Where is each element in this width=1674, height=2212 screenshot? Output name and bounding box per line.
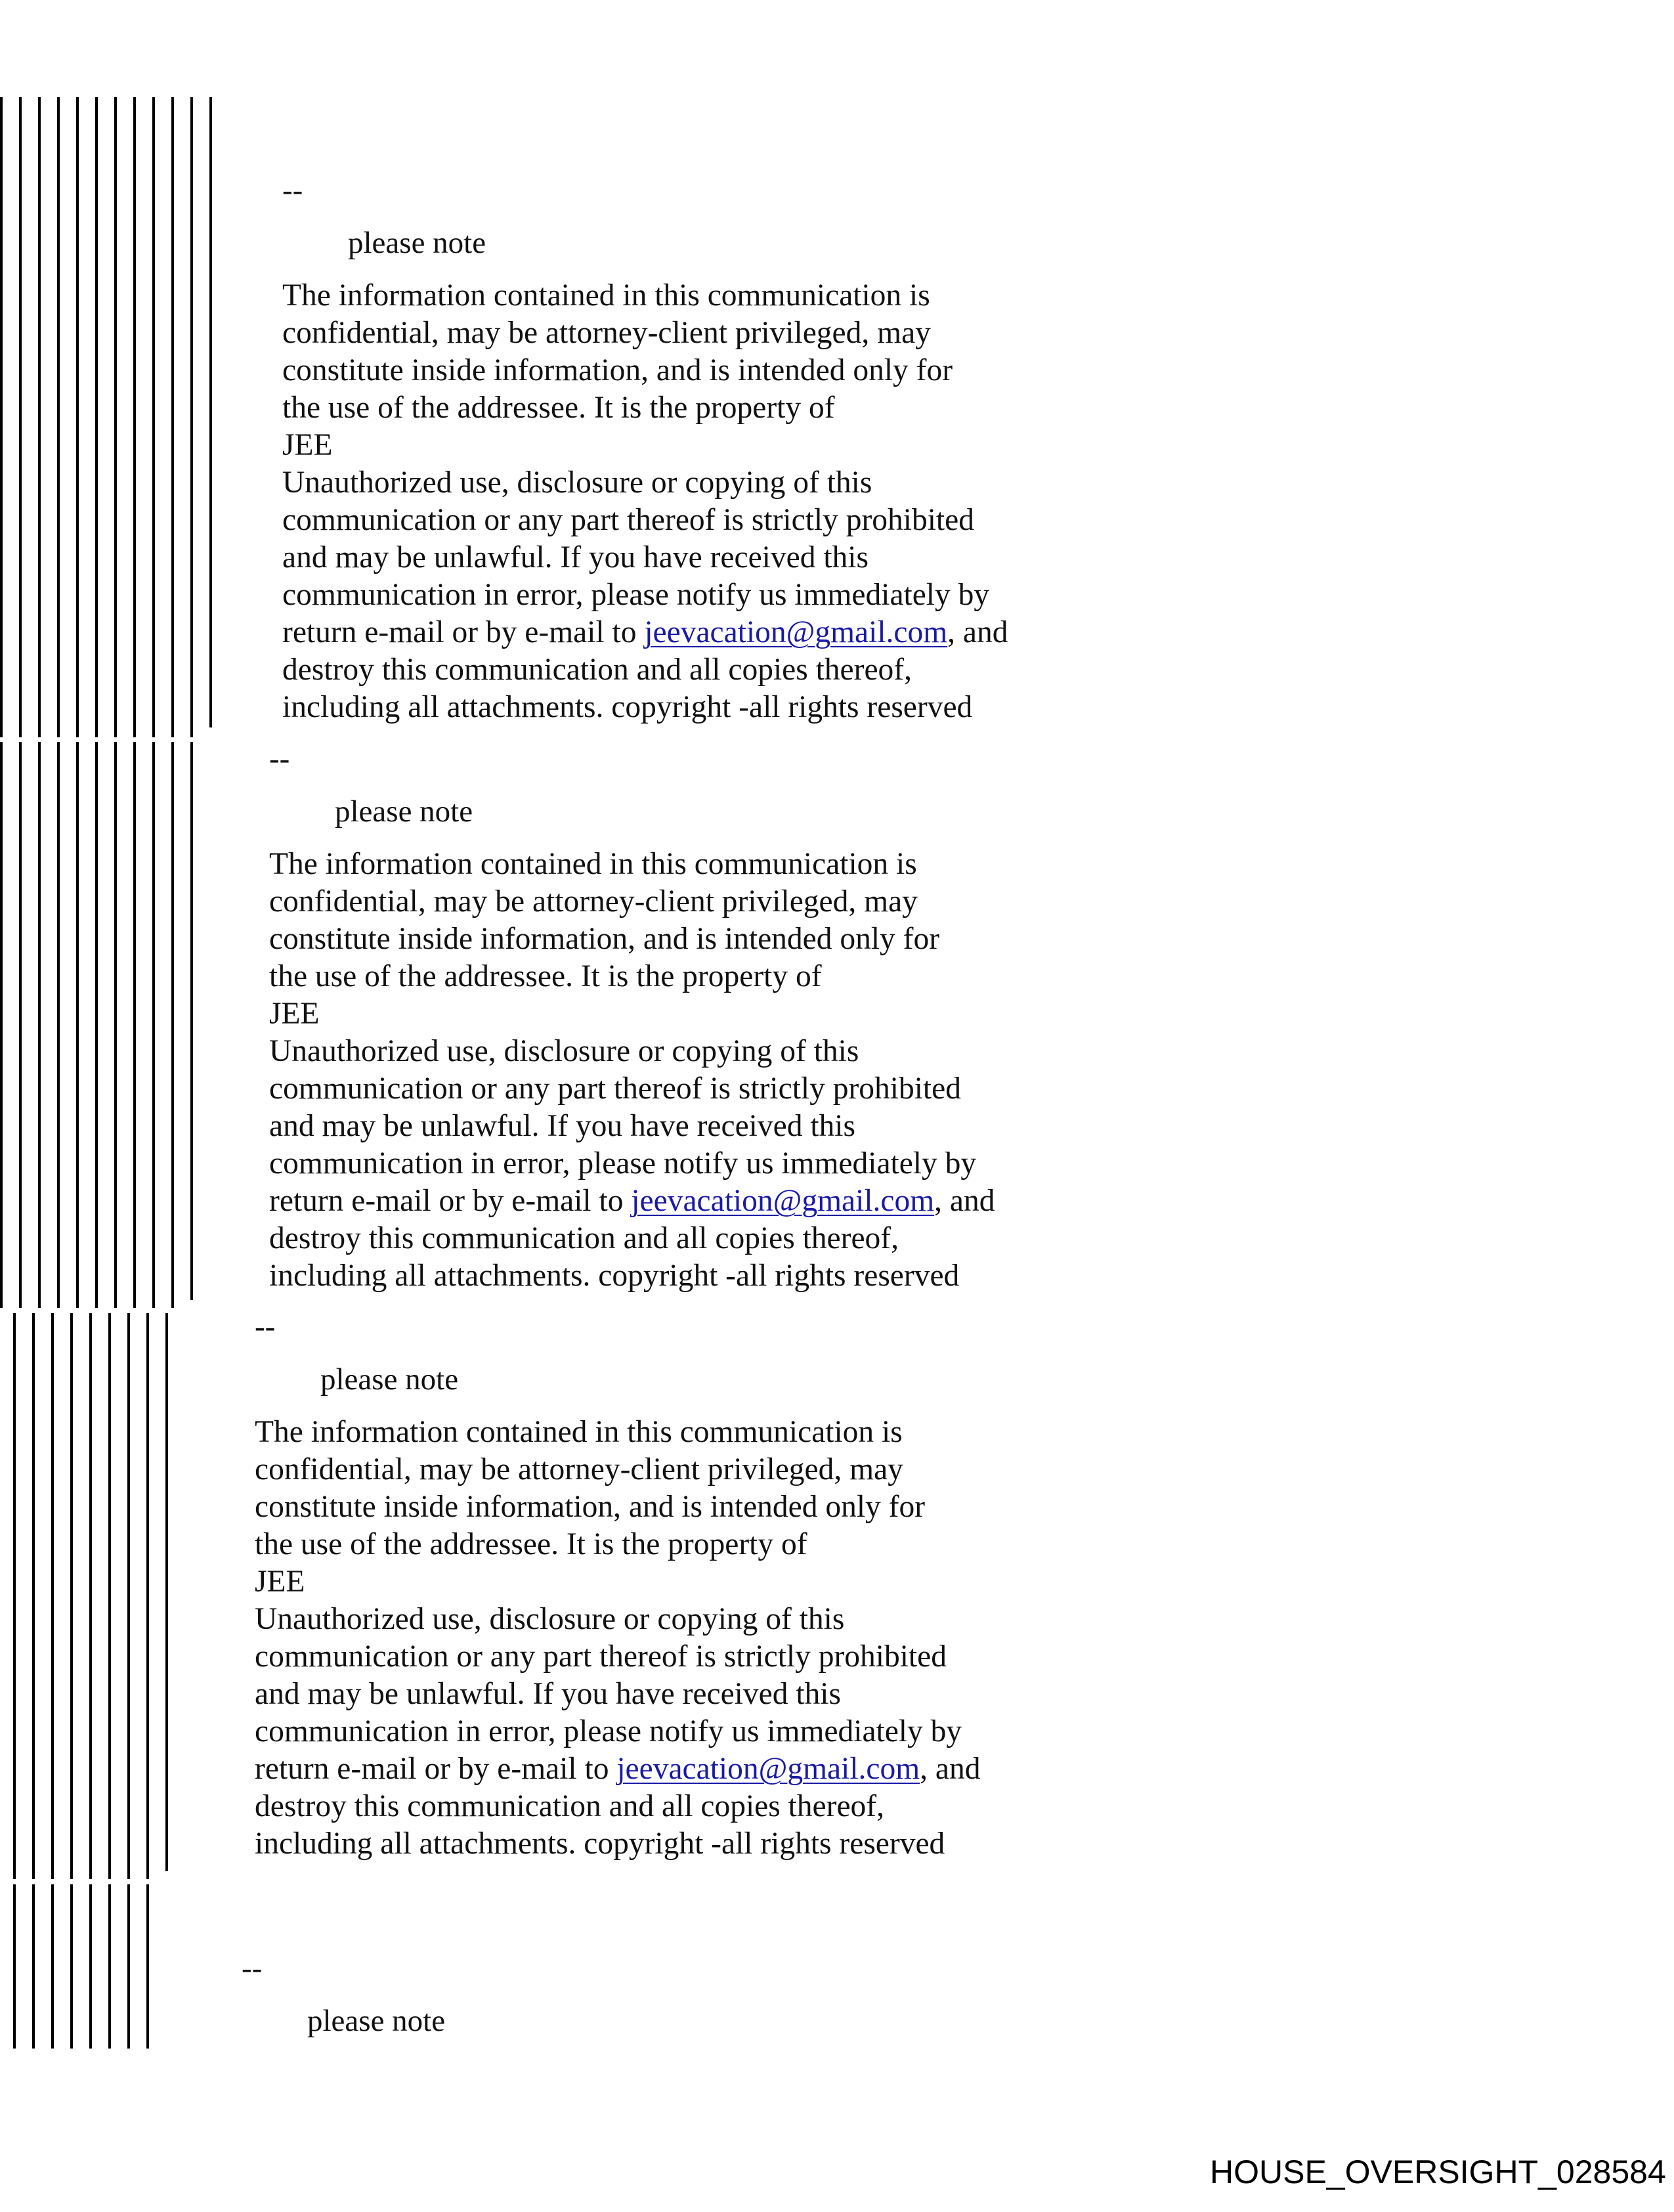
notice-email-prefix: return e-mail or by e-mail to [269, 1184, 632, 1218]
notice-line: communication or any part thereof is strictly prohibited [255, 1639, 947, 1674]
notice-line: communication in error, please notify us immediately by [255, 1714, 962, 1748]
bates-number: HOUSE_OVERSIGHT_028584 [1210, 2154, 1666, 2190]
quote-rule [70, 1884, 73, 2049]
notice-line: confidential, may be attorney-client privileged, may [269, 884, 918, 919]
quote-rule [19, 97, 22, 737]
quote-rule [13, 1884, 16, 2049]
notice-line: JEE [269, 997, 320, 1031]
quote-rule [76, 97, 79, 737]
quote-rule [0, 97, 3, 737]
notice-line: The information contained in this communication is [269, 847, 917, 881]
email-link[interactable]: jeevacation@gmail.com [616, 1752, 920, 1786]
notice-line: and may be unlawful. If you have received this [255, 1677, 841, 1711]
notice-line: destroy this communication and all copies thereof, [282, 653, 912, 687]
notice-line: and may be unlawful. If you have received this [269, 1109, 855, 1143]
quote-rule [146, 1884, 149, 2049]
quote-rule [51, 1884, 54, 2049]
quote-rule [209, 97, 212, 727]
quote-rule [108, 1313, 111, 1879]
quote-rule [95, 97, 98, 737]
notice-email-suffix: , and [934, 1184, 995, 1218]
signature-separator: -- [255, 1310, 276, 1344]
quote-rule [190, 97, 193, 737]
confidentiality-notice [282, 277, 1008, 726]
notice-line: destroy this communication and all copies thereof, [255, 1789, 884, 1823]
quote-rule [38, 742, 41, 1308]
quote-rule [171, 742, 174, 1308]
quote-rule [114, 742, 117, 1308]
notice-line: Unauthorized use, disclosure or copying of this [255, 1602, 845, 1636]
notice-email-line [255, 1750, 981, 1788]
quote-rule [133, 97, 136, 737]
notice-line: confidential, may be attorney-client privileged, may [255, 1452, 903, 1486]
confidentiality-notice [255, 1414, 981, 1863]
quote-rule [127, 1313, 130, 1879]
notice-line: including all attachments. copyright -all rights reserved [282, 690, 973, 724]
notice-line: Unauthorized use, disclosure or copying of this [269, 1034, 859, 1068]
notice-line: communication or any part thereof is strictly prohibited [282, 503, 974, 537]
notice-line: including all attachments. copyright -all rights reserved [255, 1827, 945, 1861]
quote-rule [32, 1884, 35, 2049]
quote-rule [57, 742, 60, 1308]
please-note-label: please note [335, 794, 473, 829]
notice-line: communication in error, please notify us immediately by [269, 1146, 977, 1181]
notice-email-suffix: , and [920, 1752, 981, 1786]
quote-rule [190, 742, 193, 1300]
quote-rule [108, 1884, 111, 2049]
please-note-label: please note [307, 2004, 446, 2038]
notice-email-line [282, 614, 1008, 651]
quote-rule [13, 1313, 16, 1879]
email-link[interactable]: jeevacation@gmail.com [644, 615, 948, 649]
notice-line: the use of the addressee. It is the property of [255, 1527, 807, 1561]
notice-email-suffix: , and [947, 615, 1008, 649]
notice-email-prefix: return e-mail or by e-mail to [255, 1752, 617, 1786]
please-note-label: please note [348, 226, 486, 260]
quote-rule [152, 97, 155, 737]
quote-rule [146, 1313, 149, 1879]
signature-separator: -- [282, 173, 303, 207]
quote-rule [133, 742, 136, 1308]
quote-rule [114, 97, 117, 737]
quote-rule [70, 1313, 73, 1879]
quote-rule [57, 97, 60, 737]
notice-line: constitute inside information, and is intended only for [255, 1490, 926, 1524]
confidentiality-notice [269, 846, 995, 1295]
notice-line: destroy this communication and all copies thereof, [269, 1221, 899, 1255]
quote-rule [76, 742, 79, 1308]
quote-rule [171, 97, 174, 737]
notice-line: Unauthorized use, disclosure or copying of this [282, 466, 872, 500]
notice-line: confidential, may be attorney-client privileged, may [282, 316, 931, 350]
notice-line: constitute inside information, and is intended only for [269, 922, 940, 956]
notice-line: JEE [255, 1565, 305, 1599]
signature-separator: -- [269, 742, 290, 776]
email-link[interactable]: jeevacation@gmail.com [631, 1184, 935, 1218]
quote-rule [89, 1884, 92, 2049]
notice-line: the use of the addressee. It is the property of [282, 391, 835, 425]
notice-line: including all attachments. copyright -all rights reserved [269, 1259, 960, 1293]
notice-line: JEE [282, 428, 333, 462]
notice-email-line [269, 1182, 995, 1220]
notice-line: the use of the addressee. It is the property of [269, 959, 822, 993]
notice-line: The information contained in this communication is [282, 278, 930, 313]
notice-line: The information contained in this communication is [255, 1415, 903, 1449]
quote-rule [32, 1313, 35, 1879]
quote-rule [95, 742, 98, 1308]
please-note-label: please note [320, 1362, 459, 1397]
quote-rule [127, 1884, 130, 2049]
notice-line: and may be unlawful. If you have received this [282, 540, 869, 575]
notice-line: communication in error, please notify us immediately by [282, 578, 990, 612]
quote-rule [0, 742, 3, 1308]
quote-rule [152, 742, 155, 1308]
quote-rule [51, 1313, 54, 1879]
notice-line: constitute inside information, and is intended only for [282, 353, 953, 387]
signature-separator: -- [242, 1951, 263, 1985]
notice-line: communication or any part thereof is strictly prohibited [269, 1072, 961, 1106]
quote-rule [19, 742, 22, 1308]
quote-rule [165, 1313, 168, 1871]
quote-rule [38, 97, 41, 737]
notice-email-prefix: return e-mail or by e-mail to [282, 615, 645, 649]
quote-rule [89, 1313, 92, 1879]
